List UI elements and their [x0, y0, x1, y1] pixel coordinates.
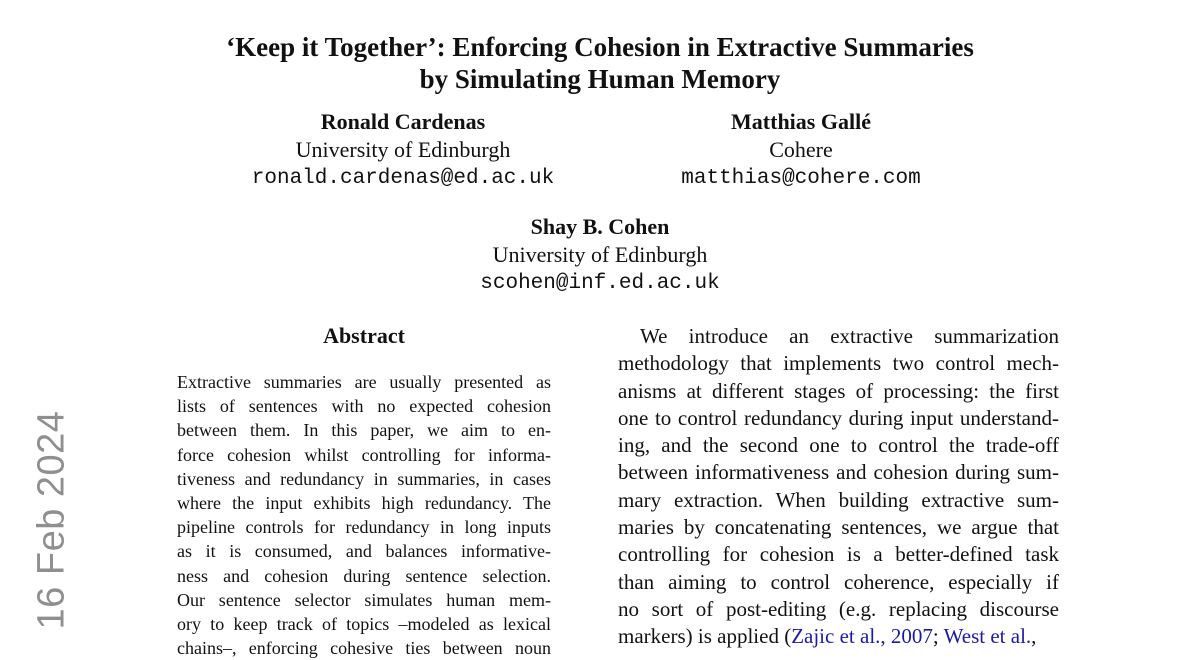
intro-line: controlling for cohesion is a better-defined task: [618, 542, 1059, 567]
abstract-line: Our sentence selector simulates human mem-: [177, 589, 551, 610]
intro-line-with-citations: [618, 623, 1059, 650]
abstract-body: [177, 370, 551, 660]
author-affiliation: University of Edinburgh: [295, 137, 511, 162]
intro-line: no sort of post-editing (e.g. replacing discourse: [618, 596, 1059, 621]
paper-title-line-1: ‘Keep it Together’: Enforcing Cohesion in Extractive Summaries: [226, 32, 974, 62]
author-block: [591, 108, 1011, 194]
intro-text-fragment: markers) is applied (: [618, 624, 792, 649]
intro-text-fragment: ,: [1031, 624, 1037, 649]
author-affiliation: Cohere: [769, 137, 833, 162]
abstract-line: tiveness and redundancy in summaries, in cases: [177, 468, 551, 489]
citation-separator: ,: [880, 624, 891, 649]
citation-authors[interactable]: Zajic et al.: [791, 624, 881, 649]
intro-line: anisms at different stages of processing: the first: [618, 378, 1059, 403]
author-email: matthias@cohere.com: [681, 167, 921, 190]
citation-link-zajic[interactable]: [791, 624, 933, 648]
intro-line: [618, 323, 1059, 350]
intro-line: than aiming to control coherence, especially if: [618, 569, 1059, 594]
author-block: [193, 108, 613, 194]
intro-line: ing, and the second one to control the trade-off: [618, 433, 1059, 458]
author-block: [390, 213, 810, 299]
abstract-line: lists of sentences with no expected cohesion: [177, 396, 551, 417]
author-email: ronald.cardenas@ed.ac.uk: [251, 167, 555, 190]
abstract-line: force cohesion whilst controlling for informa-: [177, 444, 551, 465]
abstract-line: Extractive summaries are usually presented as: [177, 372, 551, 392]
author-name: Ronald Cardenas: [320, 109, 486, 134]
abstract-line: ory to keep track of topics –modeled as lexical: [177, 614, 551, 635]
abstract-heading: Abstract: [323, 323, 405, 348]
intro-line: between informativeness and cohesion during sum-: [618, 460, 1059, 485]
paper-title-line-2: by Simulating Human Memory: [419, 64, 781, 94]
author-name: Matthias Gallé: [731, 109, 871, 134]
intro-line: maries by concatenating sentences, we argue that: [618, 515, 1059, 540]
intro-line: one to control redundancy during input understand-: [618, 405, 1059, 430]
citation-link-west[interactable]: West et al.: [943, 624, 1032, 649]
abstract-line: as it is consumed, and balances informative-: [177, 541, 551, 562]
abstract-line: between them. In this paper, we aim to en-: [177, 420, 551, 441]
intro-line: mary extraction. When building extractive sum-: [618, 487, 1059, 512]
author-email: scohen@inf.ed.ac.uk: [480, 272, 720, 295]
citation-separator: ;: [932, 624, 944, 649]
citation-year[interactable]: 2007: [890, 624, 933, 649]
author-name: Shay B. Cohen: [530, 214, 670, 239]
author-affiliation: University of Edinburgh: [492, 242, 708, 267]
intro-line-text: We introduce an extractive summarization: [640, 324, 1059, 348]
intro-paragraph: [618, 323, 1059, 651]
abstract-line: where the input exhibits high redundancy. The: [177, 493, 551, 514]
arxiv-date-stamp: 16 Feb 2024: [30, 410, 73, 630]
abstract-line: pipeline controls for redundancy in long inputs: [177, 517, 551, 538]
intro-line: methodology that implements two control mech-: [618, 351, 1059, 376]
abstract-line: chains–, enforcing cohesive ties between noun: [177, 638, 551, 659]
abstract-line: ness and cohesion during sentence selection.: [177, 565, 551, 586]
